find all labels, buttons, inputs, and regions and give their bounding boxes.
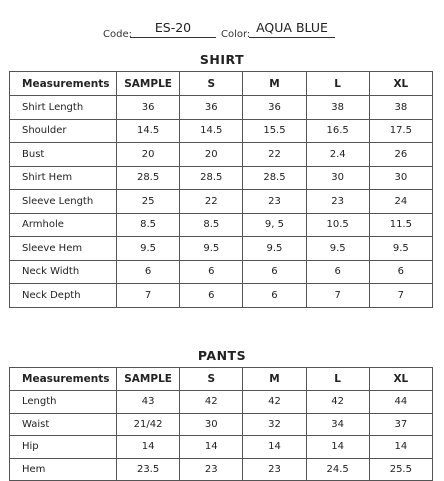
measurement-value: 8.5 [180,213,243,237]
measurement-value: 14 [306,436,369,459]
color-underline [249,37,335,38]
measurement-value: 43 [117,391,180,414]
measurement-value: 14.5 [117,119,180,143]
measurement-value: 23.5 [117,458,180,481]
table-row [10,237,433,261]
table-row [10,213,433,237]
measurement-value: 23 [243,190,306,214]
table-row [10,190,433,214]
column-header: S [180,72,243,96]
measurement-value: 8.5 [117,213,180,237]
measurement-value: 9.5 [117,237,180,261]
measurement-name: Shirt Length [10,96,117,120]
measurement-value: 24 [369,190,432,214]
measurement-value: 22 [180,190,243,214]
pants-size-table [9,367,433,481]
table-header-row [10,72,433,96]
measurement-value: 6 [243,284,306,308]
measurement-value: 9.5 [243,237,306,261]
measurement-value: 32 [243,413,306,436]
measurement-value: 42 [306,391,369,414]
measurement-value: 17.5 [369,119,432,143]
measurement-value: 42 [180,391,243,414]
measurement-value: 9, 5 [243,213,306,237]
column-header: XL [369,368,432,391]
measurement-name: Hip [10,436,117,459]
column-header: M [243,72,306,96]
measurement-value: 30 [369,166,432,190]
measurement-value: 14 [117,436,180,459]
code-value: ES-20 [154,20,192,35]
measurement-value: 6 [117,260,180,284]
measurement-value: 30 [180,413,243,436]
shirt-size-table [9,71,433,308]
table-row [10,413,433,436]
column-header: XL [369,72,432,96]
measurement-value: 23 [180,458,243,481]
measurement-value: 44 [369,391,432,414]
measurement-name: Neck Width [10,260,117,284]
measurement-value: 25 [117,190,180,214]
column-header: Measurements [10,368,117,391]
column-header: SAMPLE [117,368,180,391]
measurement-value: 42 [243,391,306,414]
pants-title: PANTS [197,348,247,363]
table-row [10,391,433,414]
column-header: S [180,368,243,391]
measurement-value: 6 [369,260,432,284]
column-header: L [306,368,369,391]
measurement-value: 26 [369,143,432,167]
measurement-name: Length [10,391,117,414]
measurement-value: 14 [180,436,243,459]
measurement-value: 9.5 [180,237,243,261]
measurement-value: 30 [306,166,369,190]
code-label: Code: [103,29,132,40]
measurement-value: 36 [243,96,306,120]
measurement-name: Hem [10,458,117,481]
measurement-value: 7 [117,284,180,308]
measurement-value: 16.5 [306,119,369,143]
measurement-value: 34 [306,413,369,436]
measurement-value: 15.5 [243,119,306,143]
measurement-value: 38 [369,96,432,120]
table-row [10,284,433,308]
measurement-value: 38 [306,96,369,120]
measurement-value: 7 [369,284,432,308]
spec-header [0,18,444,42]
measurement-value: 11.5 [369,213,432,237]
measurement-name: Sleeve Hem [10,237,117,261]
color-label: Color: [221,29,251,40]
measurement-value: 14.5 [180,119,243,143]
measurement-name: Waist [10,413,117,436]
measurement-value: 9.5 [369,237,432,261]
measurement-value: 36 [117,96,180,120]
table-row [10,143,433,167]
measurement-value: 14 [243,436,306,459]
measurement-value: 22 [243,143,306,167]
measurement-name: Bust [10,143,117,167]
table-row [10,166,433,190]
measurement-value: 28.5 [180,166,243,190]
measurement-value: 9.5 [306,237,369,261]
measurement-value: 6 [306,260,369,284]
table-header-row [10,368,433,391]
measurement-value: 23 [243,458,306,481]
measurement-value: 24.5 [306,458,369,481]
column-header: L [306,72,369,96]
measurement-value: 28.5 [117,166,180,190]
measurement-value: 6 [180,284,243,308]
measurement-name: Armhole [10,213,117,237]
table-row [10,436,433,459]
measurement-value: 23 [306,190,369,214]
measurement-name: Shirt Hem [10,166,117,190]
table-row [10,96,433,120]
measurement-value: 21/42 [117,413,180,436]
measurement-value: 20 [180,143,243,167]
measurement-value: 28.5 [243,166,306,190]
table-row [10,260,433,284]
measurement-name: Sleeve Length [10,190,117,214]
measurement-value: 6 [180,260,243,284]
measurement-value: 25.5 [369,458,432,481]
table-row [10,119,433,143]
measurement-name: Shoulder [10,119,117,143]
column-header: SAMPLE [117,72,180,96]
shirt-title: SHIRT [199,52,245,67]
color-value: AQUA BLUE [256,20,328,35]
measurement-value: 10.5 [306,213,369,237]
measurement-name: Neck Depth [10,284,117,308]
column-header: Measurements [10,72,117,96]
column-header: M [243,368,306,391]
table-row [10,458,433,481]
code-underline [130,37,216,38]
measurement-value: 2.4 [306,143,369,167]
measurement-value: 14 [369,436,432,459]
measurement-value: 6 [243,260,306,284]
measurement-value: 36 [180,96,243,120]
measurement-value: 20 [117,143,180,167]
measurement-value: 37 [369,413,432,436]
measurement-value: 7 [306,284,369,308]
